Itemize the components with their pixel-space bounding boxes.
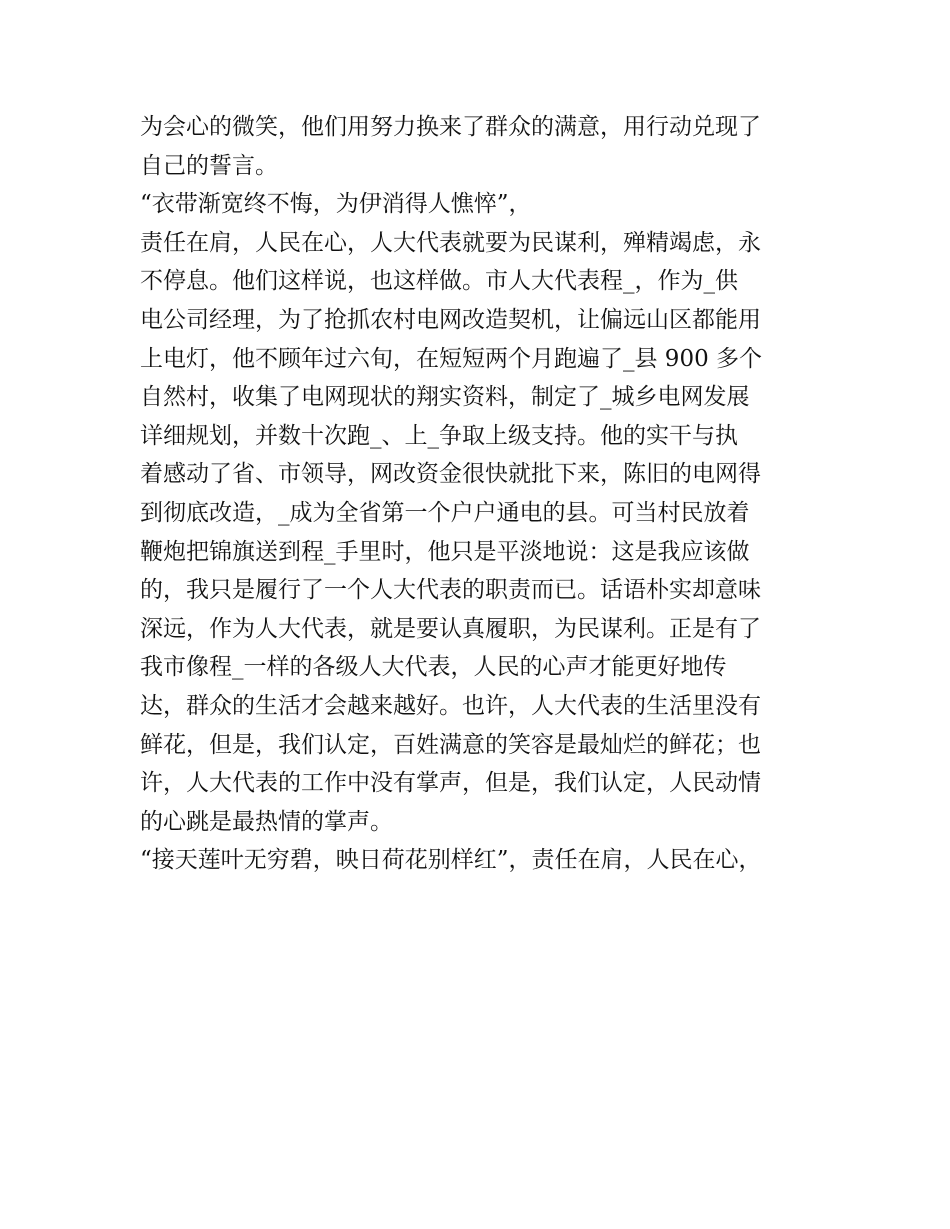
text-line: “接天莲叶无穷碧，映日荷花别样红”，责任在肩，人民在心， — [140, 847, 762, 874]
text-line: 的心跳是最热情的掌声。 — [140, 808, 393, 835]
text-line: 到彻底改造，_成为全省第一个户户通电的县。可当村民放着 — [140, 499, 750, 526]
text-line: 责任在肩，人民在心，人大代表就要为民谋利，殚精竭虑，永 — [140, 229, 761, 256]
text-line: 自己的誓言。 — [140, 152, 278, 179]
text-line: 上电灯，他不顾年过六旬，在短短两个月跑遍了_县 900 多个 — [140, 345, 763, 372]
text-line: 许，人大代表的工作中没有掌声，但是，我们认定，人民动情 — [140, 770, 761, 797]
text-line: 不停息。他们这样说，也这样做。市人大代表程_，作为_供 — [140, 268, 738, 295]
text-line: 达，群众的生活才会越来越好。也许，人大代表的生活里没有 — [140, 692, 761, 719]
text-line: 着感动了省、市领导，网改资金很快就批下来，陈旧的电网得 — [140, 461, 761, 488]
text-line: “衣带渐宽终不悔，为伊消得人憔悴”， — [140, 191, 532, 218]
text-line: 深远，作为人大代表，就是要认真履职，为民谋利。正是有了 — [140, 615, 761, 642]
text-line: 自然村，收集了电网现状的翔实资料，制定了_城乡电网发展 — [140, 384, 750, 411]
text-line: 为会心的微笑，他们用努力换来了群众的满意，用行动兑现了 — [140, 114, 761, 140]
text-line: 详细规划，并数十次跑_、上_争取上级支持。他的实干与执 — [140, 422, 738, 449]
document-body — [140, 108, 815, 880]
text-line: 鞭炮把锦旗送到程_手里时，他只是平淡地说：这是我应该做 — [140, 538, 750, 565]
text-line: 的，我只是履行了一个人大代表的职责而已。话语朴实却意味 — [140, 577, 761, 604]
text-line: 我市像程_一样的各级人大代表，人民的心声才能更好地传 — [140, 654, 727, 681]
text-line: 鲜花，但是，我们认定，百姓满意的笑容是最灿烂的鲜花；也 — [140, 731, 761, 758]
text-line: 电公司经理，为了抢抓农村电网改造契机，让偏远山区都能用 — [140, 306, 761, 333]
